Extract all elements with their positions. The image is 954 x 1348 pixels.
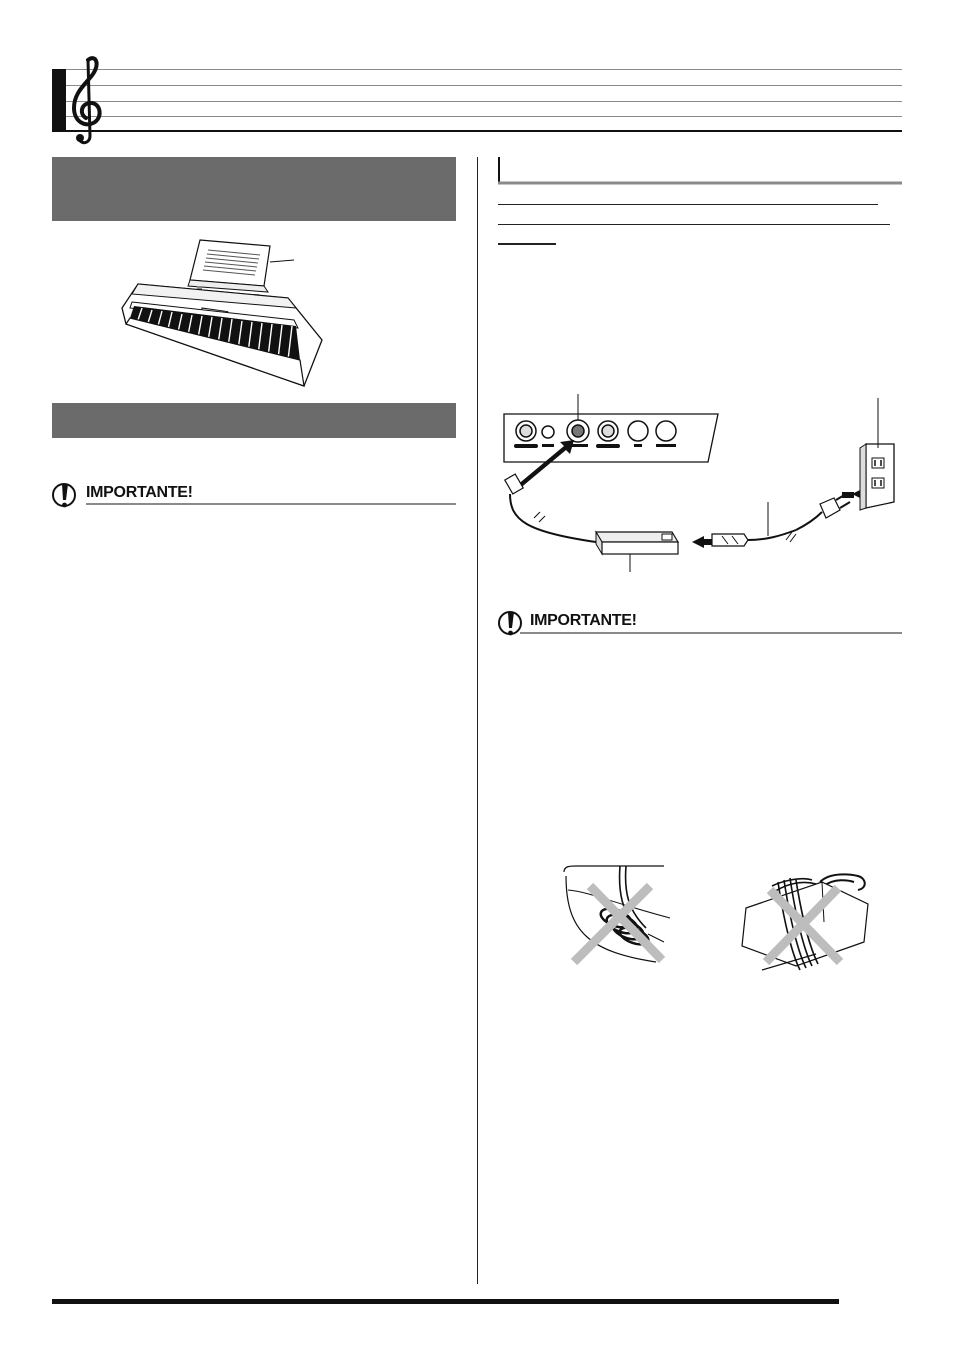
section-header-music-stand [52,157,456,221]
intro-underline-2 [498,224,890,225]
power-cord-connector-icon [712,534,748,546]
intro-underline-1 [498,204,878,205]
keyboard-music-stand-illustration [118,236,326,388]
cord-wrapped-prohibited-illustration [740,862,874,980]
treble-clef-icon [66,52,106,148]
music-stand-icon [188,240,270,292]
important-label: IMPORTANTE! [86,484,193,501]
prohibited-x-icon [574,886,662,962]
staff-line-2 [64,85,902,86]
page-footer-rule [52,1299,839,1304]
column-divider [477,157,478,1284]
section-header-power [52,403,456,438]
important-rule [86,503,456,505]
exclamation-circle-icon [52,480,78,510]
important-rule [520,632,902,634]
wall-outlet-icon [860,444,894,510]
ac-adapter-connection-illustration [496,390,902,576]
important-label: IMPORTANTE! [530,612,637,629]
intro-underline-3 [498,243,556,245]
staff-line-5 [64,130,902,132]
ac-adapter-icon [596,532,678,554]
staff-line-1 [64,69,902,70]
staff-start-bar [52,69,66,132]
cord-bent-prohibited-illustration [560,862,672,972]
staff-line-4 [64,116,902,117]
section-tab-ac-adapter [498,157,902,185]
important-notice-right [498,608,902,638]
staff-line-3 [64,101,902,102]
important-notice-left [52,480,456,510]
